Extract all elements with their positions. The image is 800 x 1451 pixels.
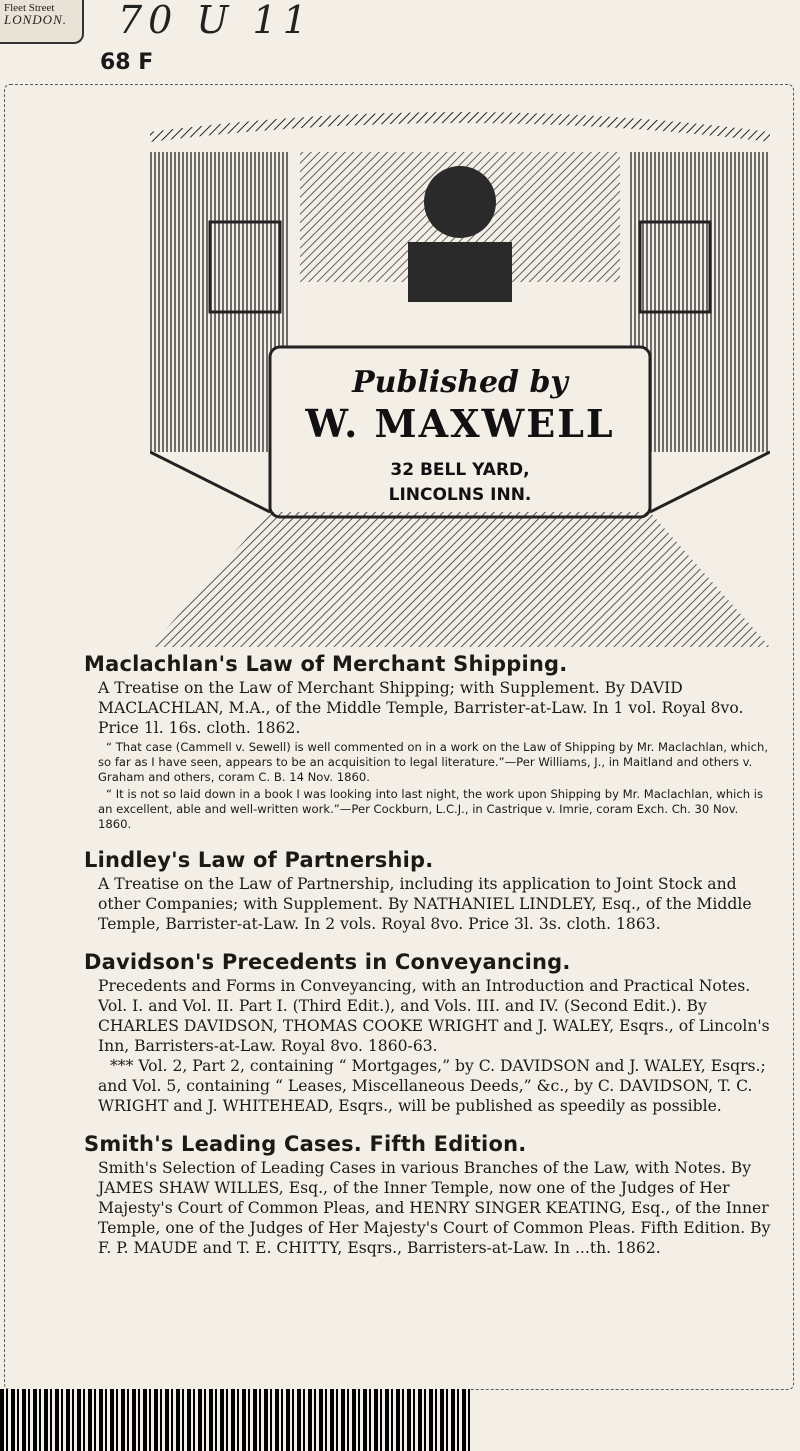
- book-entry-lindley: [84, 848, 774, 934]
- stamp-line-2: LONDON.: [4, 12, 67, 27]
- book-entry-smith: [84, 1132, 774, 1258]
- book-description: A Treatise on the Law of Merchant Shipping; with Supplement. By DAVID MACLACHLAN, M.A., of the Middle Temple, Barrister-at-Law. In 1 vol. Royal 8vo. Price 1l. 16s. cloth. 1862.: [98, 679, 744, 737]
- book-title: Lindley's Law of Partnership.: [84, 848, 434, 872]
- review-quote: “ It is not so laid down in a book I was looking into last night, the work upon Shipping by Mr. Maclachlan, which is an excellent, able and well-written work.”—Per Cockburn, L.C.J., in Castrique v. Imrie, coram Exch. Ch. 30 Nov. 1860.: [98, 787, 763, 831]
- book-supplement-note: *** Vol. 2, Part 2, containing “ Mortgages,” by C. DAVIDSON and J. WALEY, Esqrs.; and Vol. 5, containing “ Leases, Miscellaneous Deeds,” &c., by C. DAVIDSON, T. C. WRIGHT and J. WHITEHEAD, Esqrs., will be published as speedily as possible.: [98, 1057, 766, 1115]
- stamp-line-1: Fleet Street: [4, 2, 55, 14]
- library-barcode: [0, 1389, 470, 1451]
- book-entry-maclachlan: [84, 652, 774, 832]
- book-description: Smith's Selection of Leading Cases in various Branches of the Law, with Notes. By JAMES SHAW WILLES, Esq., of the Inner Temple, now one of the Judges of Her Majesty's Court of Common Pleas, and HENRY SINGER KEATING, Esq., of the Inner Temple, one of the Judges of Her Majesty's Court of Common Pleas. Fifth Edition. By F. P. MAUDE and T. E. CHITTY, Esqrs., Barristers-at-Law. In ...th. 1862.: [98, 1159, 771, 1257]
- book-title: Smith's Leading Cases. Fifth Edition.: [84, 1132, 527, 1156]
- page-reference: 68 F: [100, 50, 154, 75]
- book-description: Precedents and Forms in Conveyancing, with an Introduction and Practical Notes. Vol. I. and Vol. II. Part I. (Third Edit.), and Vols. III. and IV. (Second Edit.). By CHARLES DAVIDSON, THOMAS COOKE WRIGHT and J. WALEY, Esqrs., of Lincoln's Inn, Barristers-at-Law. Royal 8vo. 1860-63.: [98, 977, 770, 1055]
- publisher-name: W. MAXWELL: [305, 401, 615, 446]
- handwritten-shelfmark: 70 U 11: [118, 0, 313, 42]
- publisher-address-line-2: LINCOLNS INN.: [388, 485, 532, 505]
- published-by-text: Published by: [352, 365, 568, 400]
- library-stamp: [0, 0, 84, 44]
- publisher-address-line-1: 32 BELL YARD,: [390, 460, 530, 480]
- publisher-engraving: [150, 92, 770, 647]
- book-title: Davidson's Precedents in Conveyancing.: [84, 950, 571, 974]
- advertisement-list: [84, 652, 774, 1258]
- review-quote: “ That case (Cammell v. Sewell) is well commented on in a work on the Law of Shipping by Mr. Maclachlan, which, so far as I have seen, appears to be an acquisition to legal literature.”—Per Williams, J., in Maitland and others v. Graham and others, coram C. B. 14 Nov. 1860.: [98, 740, 769, 784]
- book-entry-davidson: [84, 950, 774, 1116]
- book-title: Maclachlan's Law of Merchant Shipping.: [84, 652, 568, 676]
- book-description: A Treatise on the Law of Partnership, including its application to Joint Stock and other Companies; with Supplement. By NATHANIEL LINDLEY, Esq., of the Middle Temple, Barrister-at-Law. In 2 vols. Royal 8vo. Price 3l. 3s. cloth. 1863.: [98, 875, 752, 933]
